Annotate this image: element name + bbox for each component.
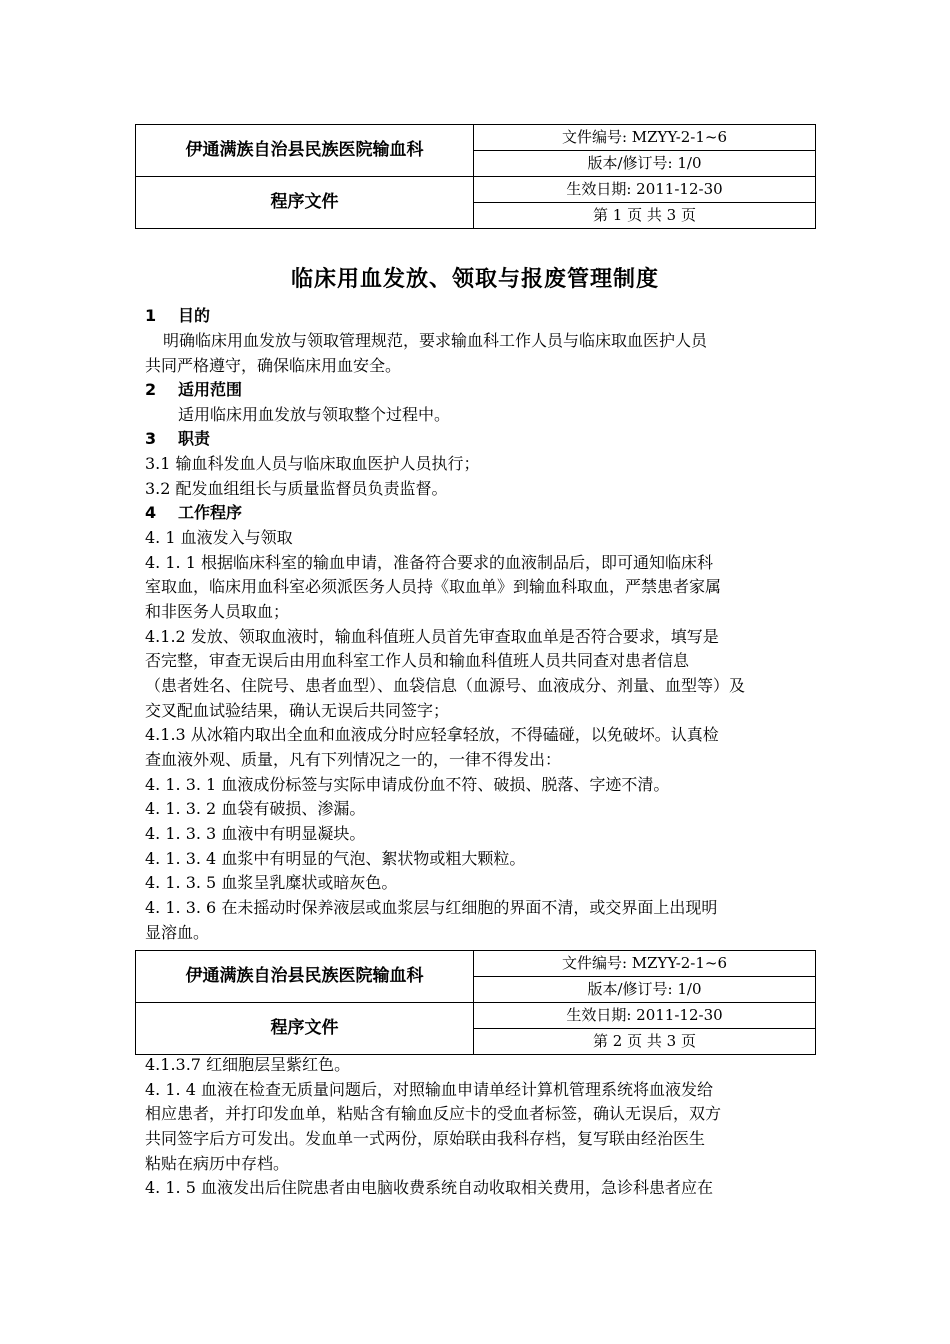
body-line: 否完整，审查无误后由用血科室工作人员和输血科值班人员共同查对患者信息 [145,651,690,670]
body-line: 共同签字后方可发出。发血单一式两份，原始联由我科存档，复写联由经治医生 [145,1129,706,1148]
section-heading-2: 2 适用范围 [145,380,243,399]
header-effective-date: 生效日期: 2011-12-30 [474,1003,816,1029]
body-line: 相应患者，并打印发血单，粘贴含有输血反应卡的受血者标签，确认无误后，双方 [145,1104,722,1123]
body-line: 4. 1. 3. 5 血浆呈乳糜状或暗灰色。 [145,873,398,892]
body-line: 4.1.3.7 红细胞层呈紫红色。 [145,1055,351,1074]
section-1-body-line: 共同严格遵守，确保临床用血安全。 [145,356,402,375]
doc-header-table-page1 [135,124,816,229]
header-doc-type: 程序文件 [136,177,474,229]
body-line: 4. 1. 3. 2 血袋有破损、渗漏。 [145,799,366,818]
document-title: 临床用血发放、领取与报废管理制度 [290,267,659,292]
body-line: 4. 1. 1 根据临床科室的输血申请，准备符合要求的血液制品后，即可通知临床科 [145,553,713,572]
section-heading-3: 3 职责 [145,429,211,448]
header-doc-number: 文件编号: MZYY-2-1~6 [474,951,816,977]
header-page-info: 第 1 页 共 3 页 [474,203,816,229]
body-line: 4. 1. 3. 6 在未摇动时保养液层或血浆层与红细胞的界面不清，或交界面上出现明 [145,898,718,917]
body-line: 4. 1. 3. 1 血液成份标签与实际申请成份血不符、破损、脱落、字迹不清。 [145,775,670,794]
body-line: 4. 1 血液发入与领取 [145,528,293,547]
body-line: 4. 1. 3. 4 血浆中有明显的气泡、絮状物或粗大颗粒。 [145,849,526,868]
header-page-info: 第 2 页 共 3 页 [474,1029,816,1055]
body-line: 查血液外观、质量，凡有下列情况之一的，一律不得发出： [145,750,562,769]
body-line: 粘贴在病历中存档。 [145,1154,290,1173]
body-line: 4.1.3 从冰箱内取出全血和血液成分时应轻拿轻放，不得磕碰，以免破坏。认真检 [145,725,719,744]
section-1-body-line: 明确临床用血发放与领取管理规范，要求输血科工作人员与临床取血医护人员 [163,331,708,350]
header-org-name: 伊通满族自治县民族医院输血科 [136,951,474,1003]
body-line: 室取血，临床用血科室必须派医务人员持《取血单》到输血科取血，严禁患者家属 [145,577,722,596]
section-3-item: 3.1 输血科发血人员与临床取血医护人员执行； [145,454,480,473]
doc-header-table-page2 [135,950,816,1055]
header-version: 版本/修订号: 1/0 [474,151,816,177]
body-line: 4. 1. 3. 3 血液中有明显凝块。 [145,824,366,843]
section-heading-1: 1 目的 [145,306,211,325]
body-line: 4.1.2 发放、领取血液时，输血科值班人员首先审查取血单是否符合要求，填写是 [145,627,719,646]
section-3-item: 3.2 配发血组组长与质量监督员负责监督。 [145,479,448,498]
header-doc-number: 文件编号: MZYY-2-1~6 [474,125,816,151]
header-version: 版本/修订号: 1/0 [474,977,816,1003]
body-line: 4. 1. 5 血液发出后住院患者由电脑收费系统自动收取相关费用，急诊科患者应在 [145,1178,713,1197]
body-line: 4. 1. 4 血液在检查无质量问题后，对照输血申请单经计算机管理系统将血液发给 [145,1080,713,1099]
section-heading-4: 4 工作程序 [145,503,243,522]
header-doc-type: 程序文件 [136,1003,474,1055]
section-2-body: 适用临床用血发放与领取整个过程中。 [178,405,451,424]
body-line: 交叉配血试验结果，确认无误后共同签字； [145,701,450,720]
body-line: 显溶血。 [145,923,210,942]
header-effective-date: 生效日期: 2011-12-30 [474,177,816,203]
body-line: （患者姓名、住院号、患者血型）、血袋信息（血源号、血液成分、剂量、血型等）及 [145,676,746,695]
body-line: 和非医务人员取血； [145,602,290,621]
header-org-name: 伊通满族自治县民族医院输血科 [136,125,474,177]
